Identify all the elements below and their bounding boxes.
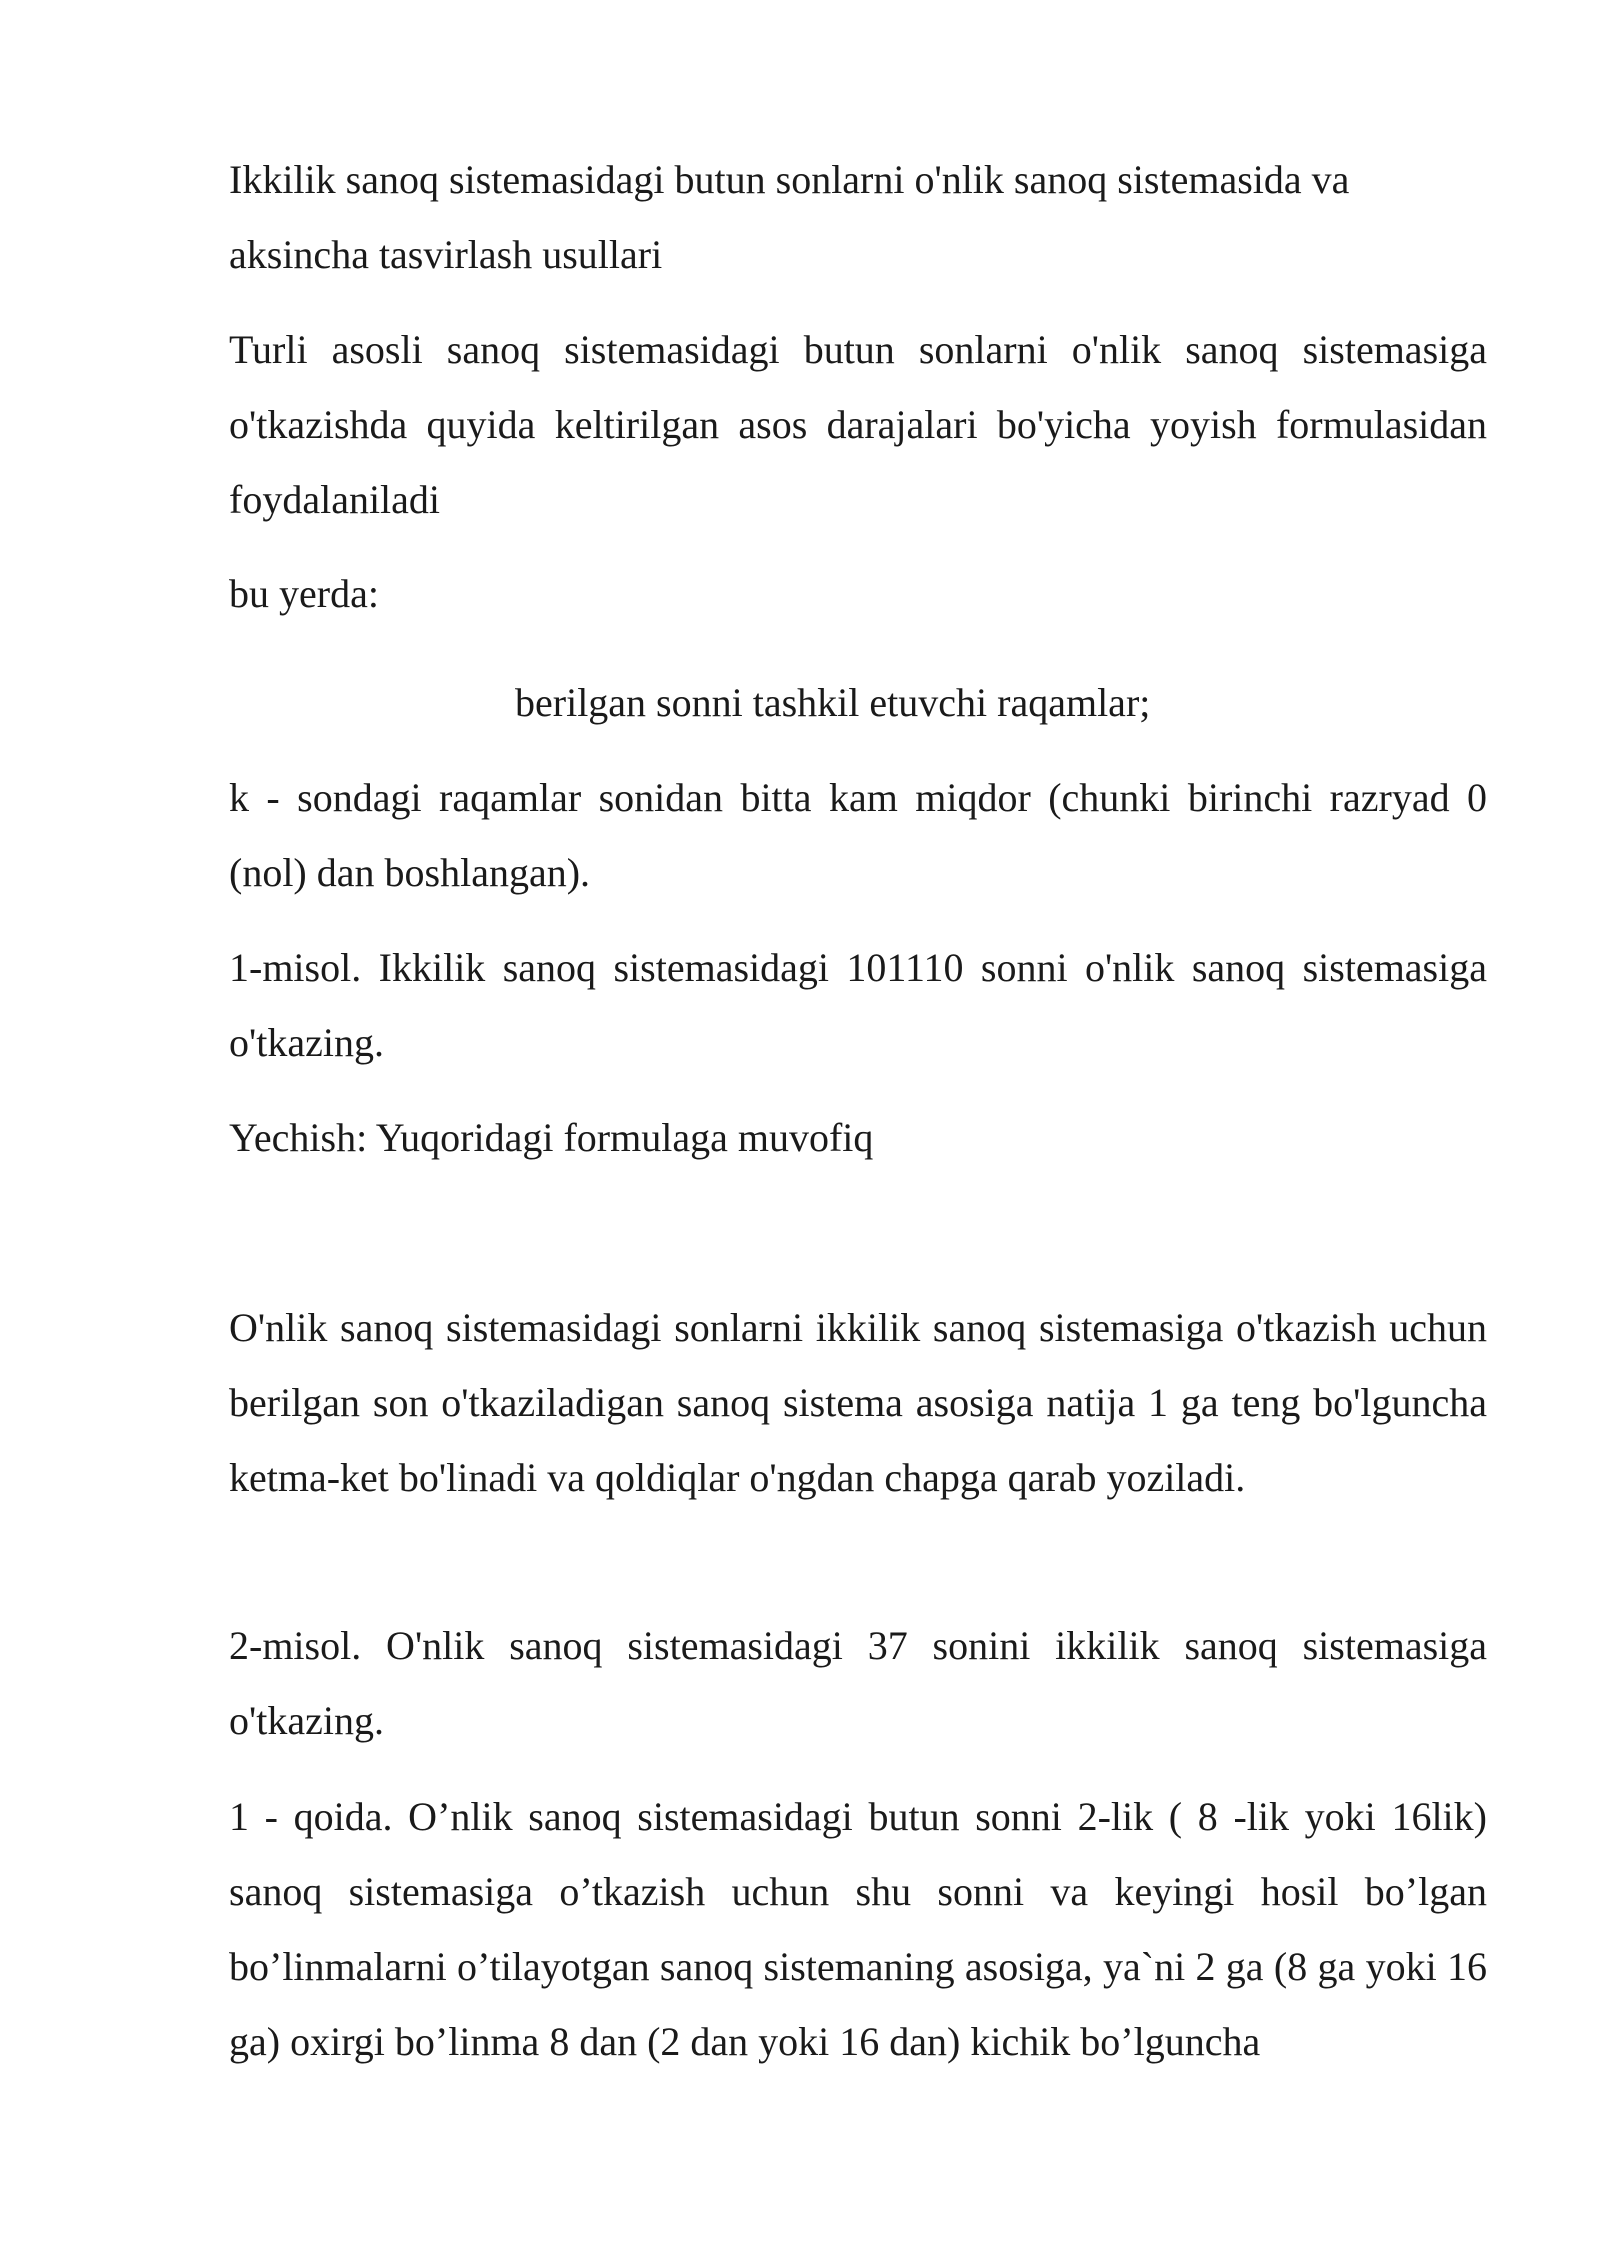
paragraph-rule-1: 1 - qoida. O’nlik sanoq sistemasidagi butun sonni 2-lik ( 8 -lik yoki 16lik) sanoq sistemasiga o’tkazish uchun shu sonni va keyingi hosil bo’lgan bo’linmalarni o’tilayotgan sanoq sistemaning asosiga, ya`ni 2 ga (8 ga yoki 16 ga) oxirgi bo’linma 8 dan (2 dan yoki 16 dan) kichik bo’lguncha [229,1794,1487,2064]
text-block-6 [229,930,1487,1080]
paragraph-heading: Ikkilik sanoq sistemasidagi butun sonlarni o'nlik sanoq sistemasida va aksincha tasvirlash usullari [229,157,1350,277]
paragraph-digits-definition: berilgan sonni tashkil etuvchi raqamlar; [515,680,1151,725]
text-block-7 [229,1100,1487,1175]
text-block-1 [229,142,1487,292]
text-block-4 [229,665,1487,740]
text-block-10 [229,1779,1487,2079]
text-block-9 [229,1608,1487,1758]
text-block-8 [229,1290,1487,1515]
paragraph-bu-yerda: bu yerda: [229,571,379,616]
text-block-2 [229,312,1487,537]
paragraph-formula-intro: Turli asosli sanoq sistemasidagi butun sonlarni o'nlik sanoq sistemasiga o'tkazishda quyida keltirilgan asos darajalari bo'yicha yoyish formulasidan foydalaniladi [229,327,1487,522]
paragraph-solution: Yechish: Yuqoridagi formulaga muvofiq [229,1115,874,1160]
paragraph-decimal-to-binary: O'nlik sanoq sistemasidagi sonlarni ikkilik sanoq sistemasiga o'tkazish uchun berilgan son o'tkaziladigan sanoq sistema asosiga natija 1 ga teng bo'lguncha ketma-ket bo'linadi va qoldiqlar o'ngdan chapga qarab yoziladi. [229,1305,1487,1500]
paragraph-example-1: 1-misol. Ikkilik sanoq sistemasidagi 101110 sonni o'nlik sanoq sistemasiga o'tkazing. [229,945,1487,1065]
text-block-3 [229,556,1487,631]
text-block-5 [229,760,1487,910]
paragraph-k-definition: k - sondagi raqamlar sonidan bitta kam miqdor (chunki birinchi razryad 0 (nol) dan boshlangan). [229,775,1487,895]
paragraph-example-2: 2-misol. O'nlik sanoq sistemasidagi 37 sonini ikkilik sanoq sistemasiga o'tkazing. [229,1623,1487,1743]
